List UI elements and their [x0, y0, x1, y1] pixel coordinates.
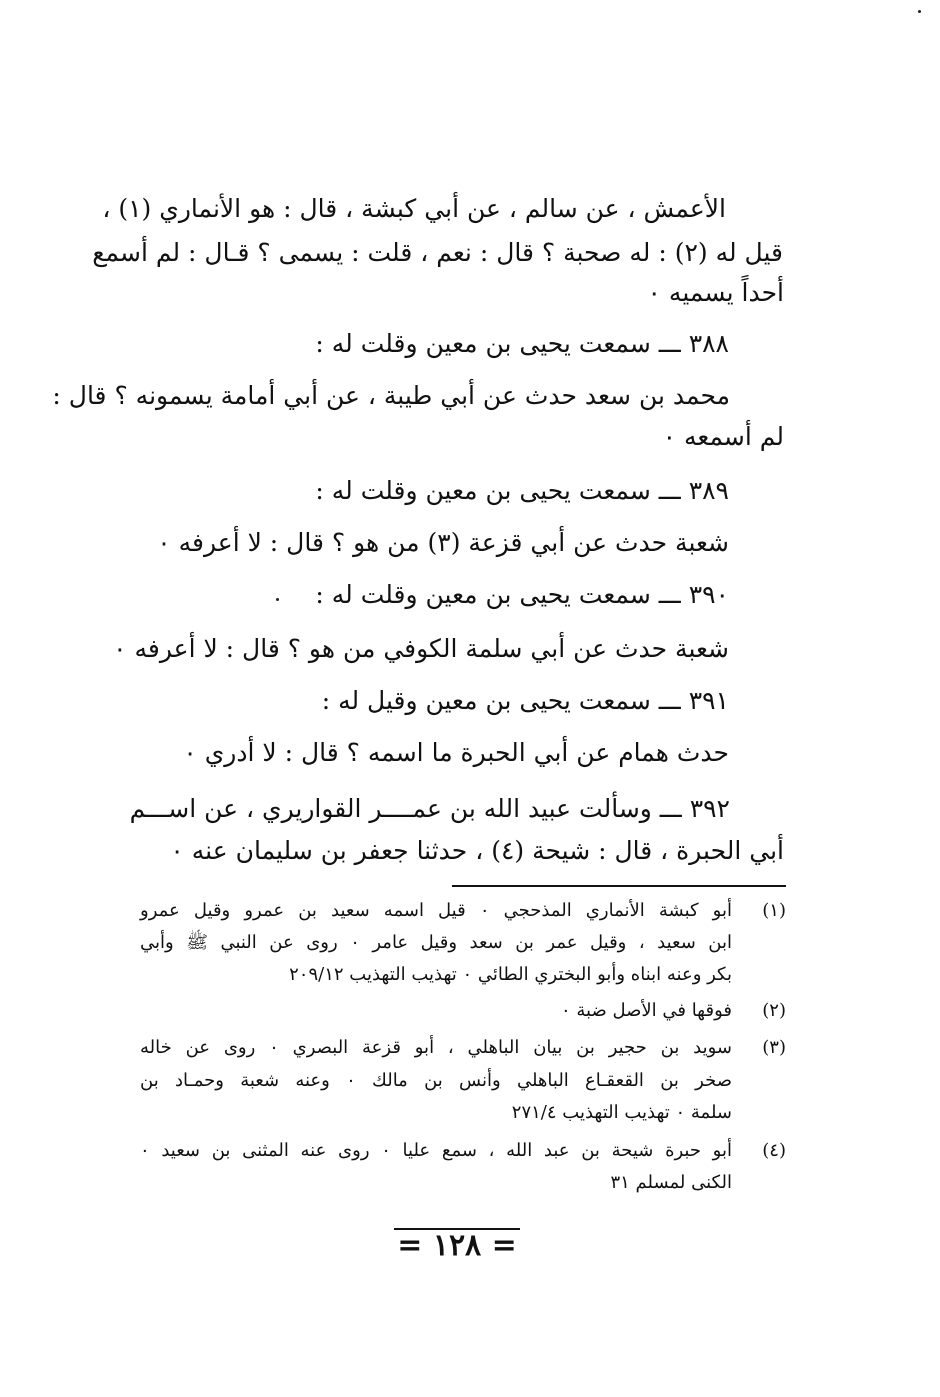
entry-389-heading: ٣٨٩ ـــ سمعت يحيى بن معين وقلت له :	[315, 476, 729, 505]
entry-391-heading: ٣٩١ ـــ سمعت يحيى بن معين وقيل له :	[321, 686, 729, 715]
body-line-3: أحداً يسميه ٠	[647, 278, 784, 307]
body-line-12: حدث همام عن أبي الحبرة ما اسمه ؟ قال : لا أدري ٠	[183, 738, 729, 767]
scan-speck	[918, 10, 921, 13]
footnote-4-line-2: الكنى لمسلم ٣١	[610, 1172, 732, 1193]
body-line-14: أبي الحبرة ، قال : شيحة (٤) ، حدثنا جعفر بن سليمان عنه ٠	[170, 836, 784, 865]
page-number-text: = ١٢٨ =	[397, 1228, 517, 1263]
body-line-5: محمد بن سعد حدث عن أبي طيبة ، عن أبي أمامة يسمونه ؟ قال :	[52, 381, 730, 410]
footnote-2-line-1: فوقها في الأصل ضبة ٠	[560, 1000, 732, 1021]
footnote-number-4: (٤)	[762, 1140, 786, 1161]
footnote-separator	[452, 885, 786, 887]
footnote-3-line-3: سلمة ٠ تهذيب التهذيب ٢٧١/٤	[511, 1102, 732, 1123]
footnote-number-3: (٣)	[762, 1037, 786, 1058]
body-line-2: قيل له (٢) : له صحبة ؟ قال : نعم ، قلت : يسمى ؟ قـال : لم أسمع	[92, 238, 783, 267]
footnote-number-1: (١)	[762, 900, 786, 921]
body-line-1: الأعمش ، عن سالم ، عن أبي كبشة ، قال : هو الأنماري (١) ،	[102, 194, 726, 223]
entry-388-heading: ٣٨٨ ـــ سمعت يحيى بن معين وقلت له :	[315, 329, 729, 358]
body-line-10: شعبة حدث عن أبي سلمة الكوفي من هو ؟ قال : لا أعرفه ٠	[113, 634, 729, 663]
entry-392-heading: ٣٩٢ ـــ وسألت عبيد الله بن عمــــر القواريري ، عن اســـم	[129, 794, 730, 823]
footnote-4-line-1: أبو حبرة شيحة بن عبد الله ، سمع عليا ٠ روى عنه المثنى بن سعيد ٠	[140, 1140, 732, 1161]
scan-speck	[276, 598, 279, 601]
footnote-1-line-1: أبو كبشة الأنماري المذحجي ٠ قيل اسمه سعيد بن عمرو وقيل عمرو	[140, 900, 732, 921]
footnote-3-line-1: سويد بن حجير بن بيان الباهلي ، أبو قزعة البصري ٠ روى عن خاله	[140, 1037, 733, 1058]
footnote-1-line-2: ابن سعيد ، وقيل عمر بن سعد وقيل عامر ٠ روى عن النبي ﷺ وأبي	[140, 932, 733, 953]
footnote-3-line-2: صخر بن القعقـاع الباهلي وأنس بن مالك ٠ وعنه شعبة وحمـاد بن	[140, 1070, 732, 1091]
footnote-1-line-3: بكر وعنه ابناه وأبو البختري الطائي ٠ تهذيب التهذيب ٢٠٩/١٢	[289, 964, 732, 985]
page-number-overline	[394, 1228, 520, 1230]
body-line-6: لم أسمعه ٠	[662, 422, 784, 451]
body-line-8: شعبة حدث عن أبي قزعة (٣) من هو ؟ قال : لا أعرفه ٠	[157, 528, 729, 557]
entry-390-heading: ٣٩٠ ـــ سمعت يحيى بن معين وقلت له :	[315, 580, 729, 609]
page-number	[390, 1224, 524, 1268]
footnote-number-2: (٢)	[762, 1000, 786, 1021]
